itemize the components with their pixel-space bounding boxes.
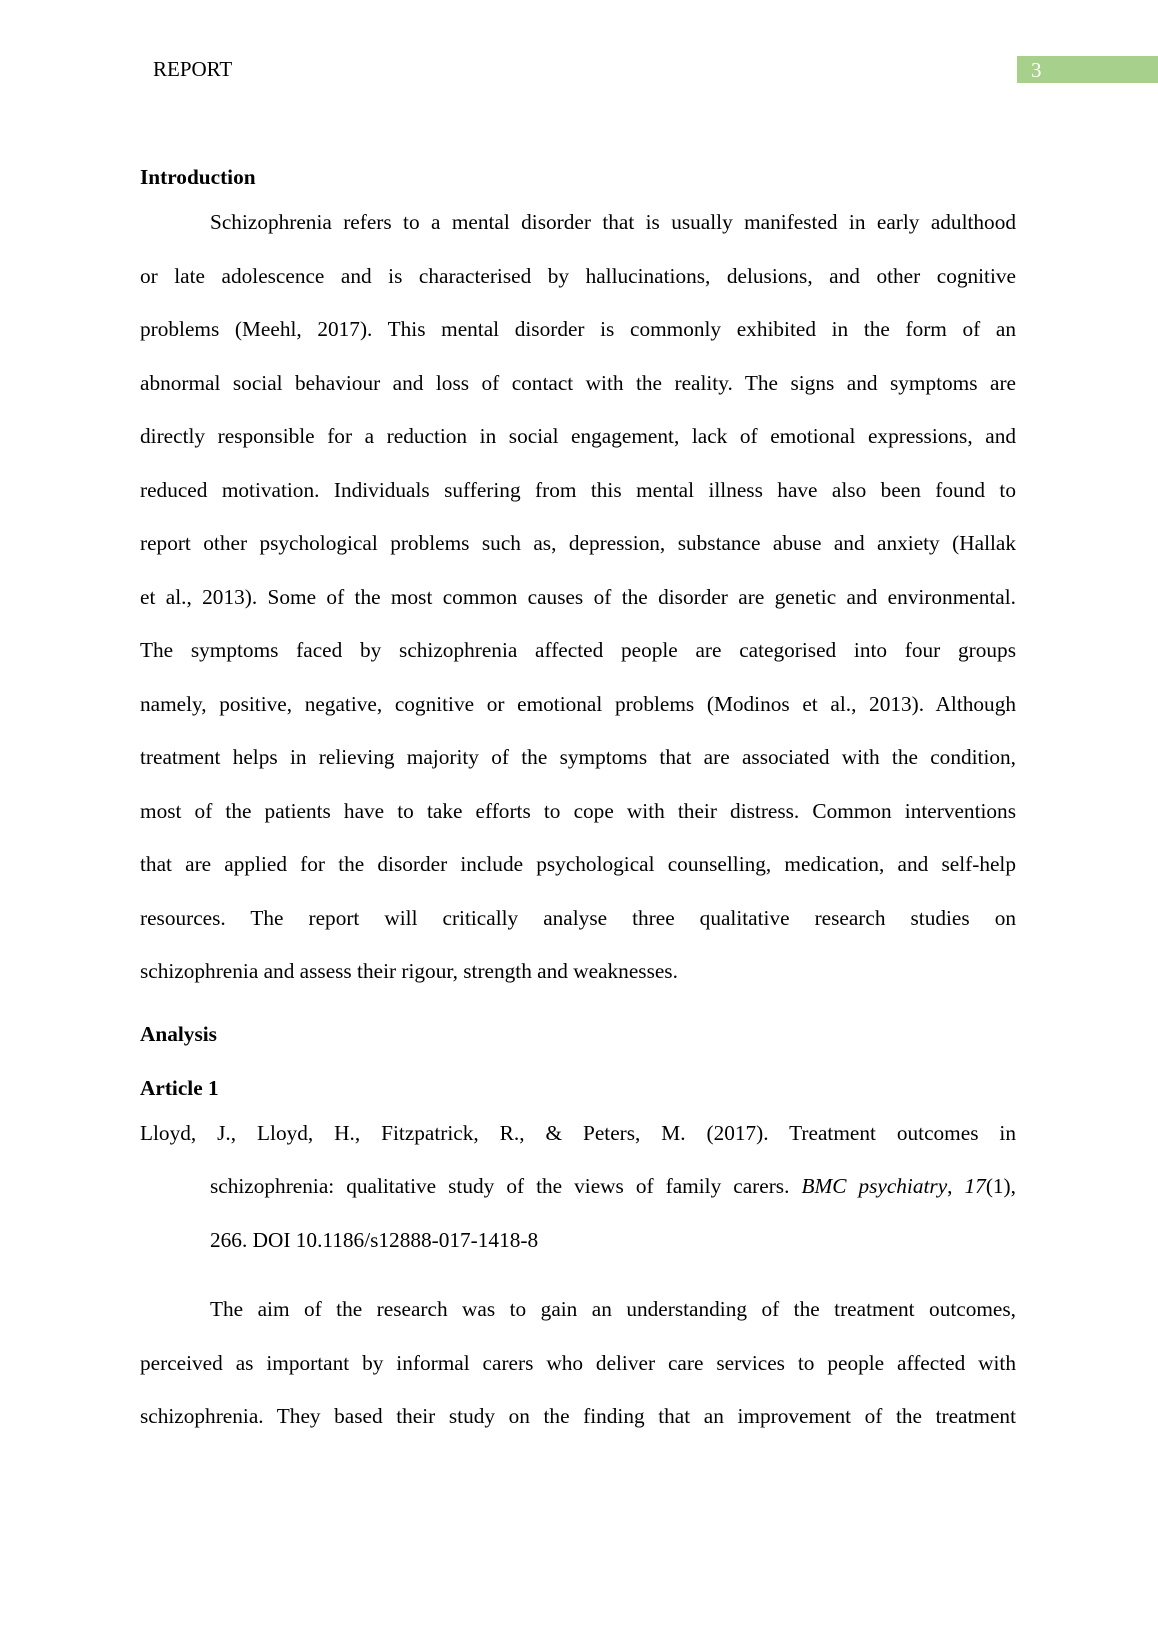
introduction-heading: Introduction [140,165,256,189]
text-line: report other psychological problems such as, depression, substance abuse and anxiety (Hallak [140,531,1016,555]
text-line: or late adolescence and is characterised by hallucinations, delusions, and other cognitive [140,263,1016,288]
text-line: problems (Meehl, 2017). This mental disorder is commonly exhibited in the form of an [140,317,1016,341]
analysis-heading: Analysis [140,1021,217,1046]
text-line: that are applied for the disorder include psychological counselling, medication, and self-help [140,852,1016,876]
text-line: namely, positive, negative, cognitive or emotional problems (Modinos et al., 2013). Although [140,691,1016,716]
article-heading: Article 1 [140,1075,219,1100]
text-line: schizophrenia and assess their rigour, strength and weaknesses. [140,959,678,983]
text-line: The symptoms faced by schizophrenia affected people are categorised into four groups [140,638,1016,662]
text-line: abnormal social behaviour and loss of contact with the reality. The signs and symptoms are [140,370,1016,395]
text-line: perceived as important by informal carers who deliver care services to people affected with [140,1350,1016,1375]
reference-line: 266. DOI 10.1186/s12888-017-1418-8 [210,1227,539,1252]
text-line: directly responsible for a reduction in social engagement, lack of emotional expressions, and [140,424,1016,448]
text-line: most of the patients have to take efforts to cope with their distress. Common interventions [140,798,1016,823]
reference-line [140,1160,1016,1214]
reference-separator: , [947,1174,965,1198]
article-paragraph [140,1283,1016,1444]
running-header: REPORT [153,57,233,81]
reference-line: Lloyd, J., Lloyd, H., Fitzpatrick, R., & Peters, M. (2017). Treatment outcomes in [140,1120,1016,1145]
text-line: Schizophrenia refers to a mental disorder that is usually manifested in early adulthood [210,210,1016,234]
document-body [140,158,1016,1444]
text-line: The aim of the research was to gain an understanding of the treatment outcomes, [210,1297,1016,1321]
text-line: treatment helps in relieving majority of the symptoms that are associated with the condition, [140,745,1016,769]
text-line: resources. The report will critically analyse three qualitative research studies on [140,905,1016,930]
text-line: et al., 2013). Some of the most common causes of the disorder are genetic and environmental. [140,584,1016,609]
page-number-box [1017,56,1158,83]
page-number: 3 [1031,58,1042,82]
reference-issue: (1), [985,1174,1016,1198]
reference-volume: 17 [964,1174,986,1198]
text-line: schizophrenia. They based their study on the finding that an improvement of the treatment [140,1404,1016,1428]
reference-journal: BMC psychiatry [801,1174,948,1198]
introduction-paragraph [140,196,1016,999]
text-line: reduced motivation. Individuals suffering from this mental illness have also been found to [140,477,1016,502]
reference-title: schizophrenia: qualitative study of the views of family carers. [210,1174,802,1198]
reference-entry [140,1107,1016,1268]
